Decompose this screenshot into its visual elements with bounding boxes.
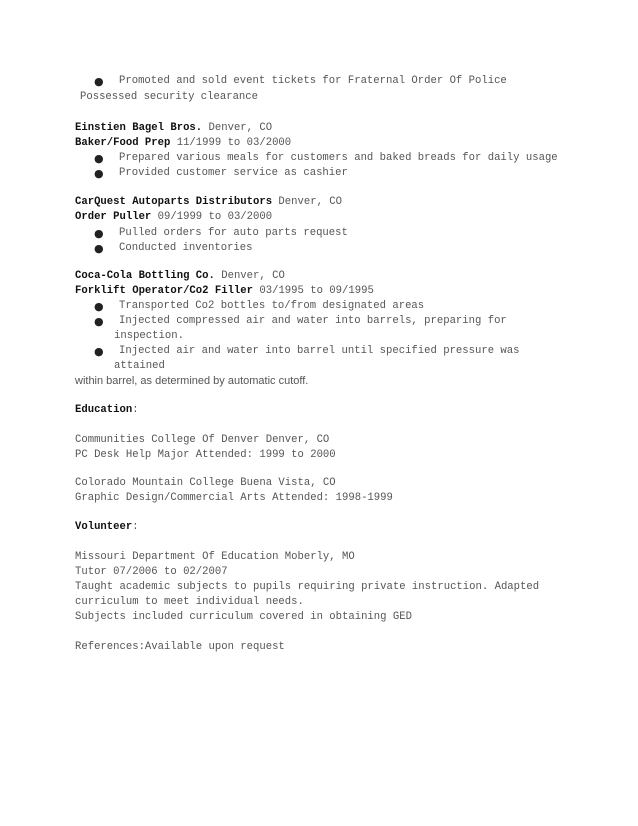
job-title: Baker/Food Prep [75,137,171,149]
section-heading: Volunteer [75,521,133,533]
volunteer-line: Taught academic subjects to pupils requiring private instruction. Adapted [75,581,540,593]
activity-bullet-text: Promoted and sold event tickets for Fraternal Order Of Police [119,75,507,87]
bullet-icon: ● [94,315,104,328]
bullet-icon: ● [94,300,104,313]
job-dates: 03/1995 to 09/1995 [253,285,374,297]
references-line: References:Available upon request [75,641,285,653]
volunteer-heading [75,521,139,534]
company-name: Einstien Bagel Bros [75,122,196,134]
job-bullet: Injected compressed air and water into barrels, preparing for [119,315,507,327]
clearance-line: Possessed security clearance [80,91,259,103]
volunteer-line: Subjects included curriculum covered in obtaining GED [75,611,412,623]
job-title-line [75,285,374,298]
job-title: Order Puller [75,211,152,223]
section-heading: Education [75,404,133,416]
job-company-line [75,270,285,283]
job-trailing-line: within barrel, as determined by automatic cutoff. [75,375,309,387]
job-bullet: Pulled orders for auto parts request [119,227,348,239]
job-bullet: Provided customer service as cashier [119,167,348,179]
job-title: Forklift Operator/Co2 Filler [75,285,254,297]
education-heading [75,404,139,417]
bullet-icon: ● [94,345,104,358]
job-dates: 11/1999 to 03/2000 [170,137,292,149]
job-bullet-continuation: attained [114,360,165,372]
company-location: Denver, CO [272,196,343,208]
education-entry-line: Colorado Mountain College Buena Vista, CO [75,477,336,489]
volunteer-line: Missouri Department Of Education Moberly, MO [75,551,355,563]
education-entry-line: PC Desk Help Major Attended: 1999 to 2000 [75,449,336,461]
job-bullet: Transported Co2 bottles to/from designated areas [119,300,425,312]
company-suffix: . [195,122,203,134]
job-bullet: Injected air and water into barrel until specified pressure was [119,345,520,357]
job-title-line [75,137,291,150]
job-bullet: Prepared various meals for customers and baked breads for daily usage [119,152,558,164]
company-name: CarQuest Autoparts Distributors [75,196,273,208]
heading-colon: : [132,521,139,533]
company-location: Denver, CO [202,122,273,134]
company-location: Denver, CO [214,270,285,282]
education-entry-line: Graphic Design/Commercial Arts Attended: 1998-1999 [75,492,393,504]
job-bullet-continuation: inspection. [114,330,184,342]
company-name: Coca-Cola Bottling Co [75,270,209,282]
bullet-icon: ● [94,242,104,255]
education-entry-line: Communities College Of Denver Denver, CO [75,434,330,446]
job-company-line [75,196,342,209]
bullet-icon: ● [94,167,104,180]
heading-colon: : [132,404,139,416]
volunteer-line: Tutor 07/2006 to 02/2007 [75,566,228,578]
bullet-icon: ● [94,152,104,165]
job-bullet: Conducted inventories [119,242,253,254]
bullet-icon: ● [94,75,104,88]
job-company-line [75,122,272,135]
job-title-line [75,211,272,224]
company-suffix: . [208,270,215,282]
bullet-icon: ● [94,227,104,240]
volunteer-line: curriculum to meet individual needs. [75,596,304,608]
job-dates: 09/1999 to 03/2000 [151,211,273,223]
